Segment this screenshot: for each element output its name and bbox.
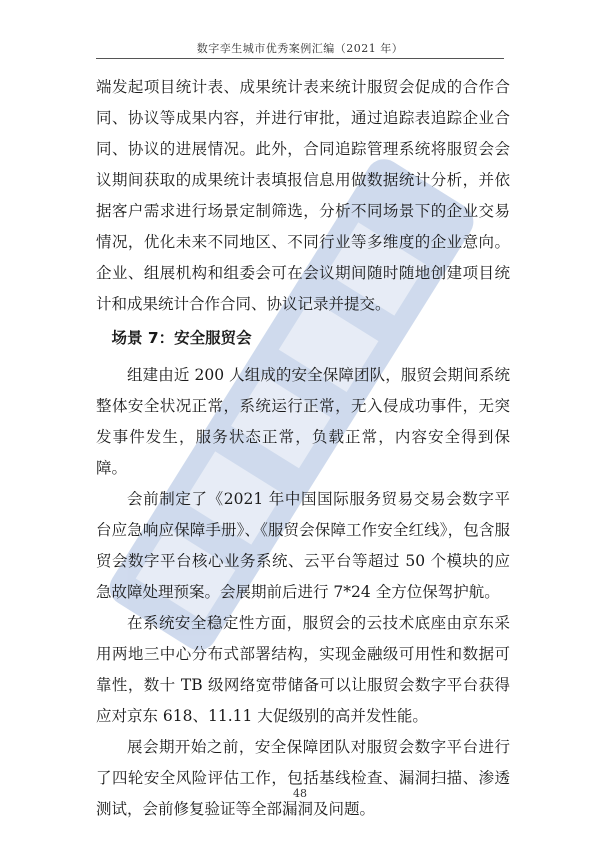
header-divider [96,58,504,59]
page-number: 48 [293,787,307,800]
section-heading: 场景 7：安全服贸会 [111,329,252,347]
paragraph-1: 组建由近 200 人组成的安全保障团队，服贸会期间系统整体安全状况正常，系统运行正常，无入侵成功事件，无突发事件发生，服务状态正常，负载正常，内容安全得到保障。 [96,366,510,477]
paragraph-intro: 端发起项目统计表、成果统计表来统计服贸会促成的合作合同、协议等成果内容，并进行审批，通过追踪表追踪企业合同、协议的进展情况。此外，合同追踪管理系统将服贸会会议期间获取的成果统计表填报信息用做数据统计分析，并依据客户需求进行场景定制筛选，分析不同场景下的企业交易情况，优化未来不同地区、不同行业等多维度的企业意向。企业、组展机构和组委会可在会议期间随时随地创建项目统计和成果统计合作合同、协议记录并提交。 [96,78,510,313]
body-text [96,72,510,825]
paragraph-2: 会前制定了《2021 年中国国际服务贸易交易会数字平台应急响应保障手册》、《服贸会保障工作安全红线》，包含服贸会数字平台核心业务系统、云平台等超过 50 个模块的应急故障处理预案。会展期前后进行 7*24 全方位保驾护航。 [96,490,510,601]
running-header: 数字孪生城市优秀案例汇编（2021 年） [196,42,404,55]
paragraph-3: 在系统安全稳定性方面，服贸会的云技术底座由京东采用两地三中心分布式部署结构，实现金融级可用性和数据可靠性，数十 TB 级网络宽带储备可以让服贸会数字平台获得应对京东 618、11.11 大促级别的高并发性能。 [96,614,510,725]
paragraph-4: 展会期开始之前，安全保障团队对服贸会数字平台进行了四轮安全风险评估工作，包括基线检查、漏洞扫描、渗透测试，会前修复验证等全部漏洞及问题。 [96,738,510,818]
